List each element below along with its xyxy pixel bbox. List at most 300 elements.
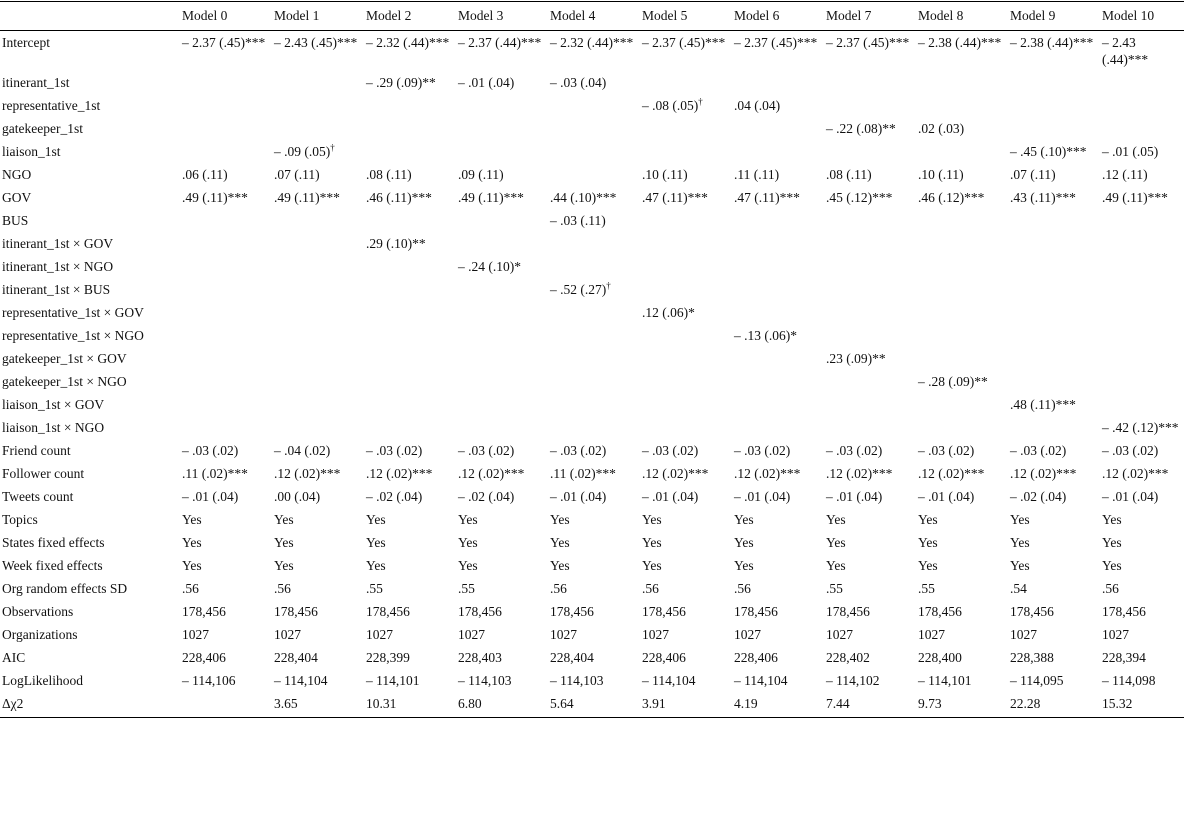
table-cell <box>366 94 458 117</box>
table-cell <box>734 71 826 94</box>
table-cell: – 2.37 (.44)*** <box>458 35 542 50</box>
table-cell: 178,456 <box>1102 604 1146 619</box>
table-cell: .49 (.11)*** <box>274 190 340 205</box>
table-cell: .55 <box>366 581 383 596</box>
table-cell: 228,388 <box>1010 650 1054 665</box>
table-cell: .10 (.11) <box>918 167 964 182</box>
row-label: itinerant_1st × BUS <box>2 282 111 297</box>
table-cell <box>1010 416 1102 439</box>
table-cell: 228,406 <box>182 650 226 665</box>
row-label: liaison_1st × NGO <box>2 420 105 435</box>
table-row <box>0 209 1184 232</box>
row-label: itinerant_1st × NGO <box>2 259 114 274</box>
table-cell: Yes <box>550 535 570 550</box>
table-cell <box>918 255 1010 278</box>
table-cell <box>1010 278 1102 301</box>
header-corner <box>0 2 182 31</box>
table-row <box>0 301 1184 324</box>
table-cell: – 114,101 <box>918 673 972 688</box>
table-cell: Yes <box>458 558 478 573</box>
table-cell <box>642 347 734 370</box>
table-cell: .08 (.11) <box>826 167 872 182</box>
row-label: Δχ2 <box>0 692 182 718</box>
table-cell <box>550 232 642 255</box>
table-cell: 7.44 <box>826 692 918 718</box>
table-row <box>0 347 1184 370</box>
table-cell: 178,456 <box>734 604 778 619</box>
table-cell: Yes <box>1102 512 1122 527</box>
table-cell: – .03 (.02) <box>458 443 515 458</box>
table-row <box>0 94 1184 117</box>
row-label: BUS <box>2 213 29 228</box>
row-label: States fixed effects <box>2 535 105 550</box>
table-cell <box>550 347 642 370</box>
table-cell: – 114,104 <box>642 673 696 688</box>
table-cell <box>550 94 642 117</box>
table-row <box>0 31 1184 72</box>
table-cell: .56 <box>1102 581 1119 596</box>
table-cell: .56 <box>182 581 199 596</box>
table-row <box>0 232 1184 255</box>
table-cell: .49 (.11)*** <box>1102 190 1168 205</box>
table-cell <box>1102 347 1184 370</box>
table-cell: – 114,104 <box>734 673 788 688</box>
table-cell: .56 <box>734 581 751 596</box>
table-cell: – .52 (.27)† <box>550 280 611 297</box>
table-row <box>0 278 1184 301</box>
table-cell <box>642 117 734 140</box>
table-cell <box>1010 301 1102 324</box>
table-cell: – 2.37 (.45)*** <box>734 35 818 50</box>
table-cell <box>366 117 458 140</box>
table-cell <box>734 117 826 140</box>
table-cell: 178,456 <box>274 604 318 619</box>
table-cell <box>734 416 826 439</box>
table-cell <box>918 324 1010 347</box>
table-cell: Yes <box>826 535 846 550</box>
table-cell <box>734 140 826 163</box>
table-cell <box>826 416 918 439</box>
table-row <box>0 324 1184 347</box>
table-cell <box>458 209 550 232</box>
table-cell: .08 (.11) <box>366 167 412 182</box>
table-row <box>0 508 1184 531</box>
table-cell: Yes <box>366 535 386 550</box>
table-cell <box>182 416 274 439</box>
table-cell: 228,404 <box>550 650 594 665</box>
table-cell: – .03 (.04) <box>550 75 607 90</box>
table-cell <box>826 232 918 255</box>
table-cell: .56 <box>550 581 567 596</box>
table-cell: .12 (.02)*** <box>918 466 985 481</box>
table-cell: .12 (.02)*** <box>274 466 341 481</box>
table-cell: 178,456 <box>366 604 410 619</box>
table-cell: – 2.38 (.44)*** <box>1010 35 1094 50</box>
table-cell <box>1102 370 1184 393</box>
table-row <box>0 646 1184 669</box>
row-label: Org random effects SD <box>2 581 128 596</box>
table-cell <box>826 71 918 94</box>
table-cell <box>918 301 1010 324</box>
table-cell <box>458 324 550 347</box>
table-cell: – .13 (.06)* <box>734 328 797 343</box>
table-cell <box>1102 94 1184 117</box>
table-cell: – .01 (.04) <box>1102 489 1159 504</box>
table-cell: .11 (.11) <box>734 167 780 182</box>
table-cell <box>918 347 1010 370</box>
table-cell: .12 (.02)*** <box>1102 466 1169 481</box>
table-row <box>0 140 1184 163</box>
table-cell: .10 (.11) <box>642 167 688 182</box>
table-cell: .02 (.03) <box>918 121 965 136</box>
table-cell <box>182 347 274 370</box>
table-cell <box>826 278 918 301</box>
table-cell: Yes <box>918 512 938 527</box>
table-cell: – 114,102 <box>826 673 880 688</box>
table-cell: .12 (.02)*** <box>458 466 525 481</box>
table-cell <box>1102 209 1184 232</box>
table-cell: 9.73 <box>918 692 1010 718</box>
row-label: liaison_1st × GOV <box>2 397 105 412</box>
table-cell <box>1010 94 1102 117</box>
table-cell: Yes <box>366 512 386 527</box>
table-cell: – 2.43 (.45)*** <box>274 35 358 50</box>
table-cell <box>826 140 918 163</box>
row-label: Follower count <box>2 466 85 481</box>
table-cell <box>182 324 274 347</box>
table-cell <box>1102 71 1184 94</box>
table-cell <box>1010 232 1102 255</box>
table-cell: 15.32 <box>1102 692 1184 718</box>
table-cell <box>826 324 918 347</box>
table-cell: .48 (.11)*** <box>1010 397 1076 412</box>
table-cell <box>182 370 274 393</box>
table-row <box>0 577 1184 600</box>
table-cell: Yes <box>182 558 202 573</box>
table-cell: .00 (.04) <box>274 489 321 504</box>
table-cell: Yes <box>1102 558 1122 573</box>
table-cell: Yes <box>1010 512 1030 527</box>
table-cell: – .03 (.02) <box>182 443 239 458</box>
table-cell <box>458 94 550 117</box>
table-cell: Yes <box>734 535 754 550</box>
table-cell <box>734 370 826 393</box>
table-cell <box>366 278 458 301</box>
table-row <box>0 669 1184 692</box>
table-cell <box>274 94 366 117</box>
table-cell <box>826 209 918 232</box>
table-cell <box>182 117 274 140</box>
table-cell: 178,456 <box>182 604 226 619</box>
table-cell: 1027 <box>1102 627 1129 642</box>
table-cell: Yes <box>918 558 938 573</box>
table-cell <box>182 393 274 416</box>
table-cell <box>274 324 366 347</box>
table-cell <box>458 370 550 393</box>
table-cell <box>734 232 826 255</box>
table-cell: 1027 <box>182 627 209 642</box>
table-cell: .43 (.11)*** <box>1010 190 1076 205</box>
table-cell: .56 <box>274 581 291 596</box>
table-cell <box>734 209 826 232</box>
table-cell <box>366 370 458 393</box>
table-cell: 1027 <box>1010 627 1037 642</box>
table-cell: Yes <box>642 535 662 550</box>
table-cell: – 114,103 <box>458 673 512 688</box>
table-cell <box>642 370 734 393</box>
row-label: representative_1st <box>2 98 101 113</box>
table-cell <box>274 278 366 301</box>
table-cell <box>182 94 274 117</box>
table-cell: – 2.32 (.44)*** <box>366 35 450 50</box>
table-cell: 4.19 <box>734 692 826 718</box>
table-cell: Yes <box>458 512 478 527</box>
table-cell: .29 (.10)** <box>366 236 426 251</box>
table-cell <box>458 416 550 439</box>
table-cell: – .04 (.02) <box>274 443 331 458</box>
table-cell <box>1010 347 1102 370</box>
column-header-model-6: Model 6 <box>734 2 826 31</box>
table-cell: 3.65 <box>274 692 366 718</box>
table-cell: – .03 (.02) <box>918 443 975 458</box>
table-cell <box>642 255 734 278</box>
table-cell <box>550 370 642 393</box>
row-label: GOV <box>2 190 32 205</box>
table-cell: .12 (.02)*** <box>1010 466 1077 481</box>
table-cell <box>642 278 734 301</box>
table-cell <box>366 140 458 163</box>
table-cell <box>550 163 642 186</box>
table-cell <box>642 140 734 163</box>
column-header-model-9: Model 9 <box>1010 2 1102 31</box>
table-cell: – .01 (.04) <box>918 489 975 504</box>
table-cell: – 2.37 (.45)*** <box>642 35 726 50</box>
table-cell <box>1010 370 1102 393</box>
table-row <box>0 416 1184 439</box>
table-cell <box>1102 393 1184 416</box>
table-cell <box>918 393 1010 416</box>
table-cell <box>1010 255 1102 278</box>
table-cell <box>1102 301 1184 324</box>
table-cell: – .28 (.09)** <box>918 374 988 389</box>
table-cell <box>550 255 642 278</box>
table-cell: – 114,101 <box>366 673 420 688</box>
table-cell: Yes <box>1010 558 1030 573</box>
table-cell <box>1102 117 1184 140</box>
table-cell <box>458 117 550 140</box>
table-cell: – .03 (.02) <box>1102 443 1159 458</box>
table-row <box>0 623 1184 646</box>
table-cell: – .01 (.04) <box>182 489 239 504</box>
table-cell: 228,403 <box>458 650 502 665</box>
table-row <box>0 117 1184 140</box>
table-row <box>0 255 1184 278</box>
table-cell: 178,456 <box>826 604 870 619</box>
row-label: gatekeeper_1st <box>2 121 83 136</box>
table-cell: – .01 (.05) <box>1102 144 1159 159</box>
table-cell: 228,400 <box>918 650 962 665</box>
table-cell: – 2.32 (.44)*** <box>550 35 634 50</box>
table-cell: .47 (.11)*** <box>642 190 708 205</box>
table-row <box>0 370 1184 393</box>
table-cell: 228,394 <box>1102 650 1146 665</box>
table-cell <box>1102 232 1184 255</box>
table-cell <box>642 324 734 347</box>
table-cell: Yes <box>182 512 202 527</box>
table-cell: – .08 (.05)† <box>642 96 703 113</box>
table-cell: – .01 (.04) <box>642 489 699 504</box>
table-cell: – .03 (.02) <box>642 443 699 458</box>
table-cell: .11 (.02)*** <box>182 466 248 481</box>
row-label: AIC <box>2 650 26 665</box>
table-cell <box>458 278 550 301</box>
table-cell: 178,456 <box>642 604 686 619</box>
table-cell <box>550 140 642 163</box>
table-cell <box>182 71 274 94</box>
table-cell <box>182 209 274 232</box>
column-header-model-2: Model 2 <box>366 2 458 31</box>
row-label: Friend count <box>2 443 71 458</box>
table-cell: Yes <box>458 535 478 550</box>
table-cell: 6.80 <box>458 692 550 718</box>
table-cell: – 114,095 <box>1010 673 1064 688</box>
table-cell: 228,404 <box>274 650 318 665</box>
table-cell: Yes <box>274 512 294 527</box>
table-cell <box>274 347 366 370</box>
table-cell <box>1102 255 1184 278</box>
table-row <box>0 531 1184 554</box>
row-label: itinerant_1st × GOV <box>2 236 114 251</box>
table-cell: – 114,103 <box>550 673 604 688</box>
table-cell: Yes <box>274 535 294 550</box>
table-cell: .55 <box>918 581 935 596</box>
table-cell: .55 <box>826 581 843 596</box>
table-cell <box>366 393 458 416</box>
table-cell: 1027 <box>918 627 945 642</box>
table-cell <box>274 301 366 324</box>
table-cell <box>826 370 918 393</box>
table-cell <box>182 692 274 718</box>
table-row <box>0 439 1184 462</box>
table-row <box>0 600 1184 623</box>
table-row <box>0 163 1184 186</box>
table-cell: 228,406 <box>734 650 778 665</box>
table-cell <box>1010 209 1102 232</box>
row-label: representative_1st × GOV <box>2 305 144 320</box>
table-cell: – .03 (.02) <box>550 443 607 458</box>
table-cell: – .02 (.04) <box>1010 489 1067 504</box>
table-cell: Yes <box>918 535 938 550</box>
table-row <box>0 554 1184 577</box>
row-label: Week fixed effects <box>2 558 103 573</box>
table-cell <box>366 347 458 370</box>
table-cell: – 2.37 (.45)*** <box>826 35 910 50</box>
table-cell <box>550 301 642 324</box>
table-cell: Yes <box>1102 535 1122 550</box>
column-header-model-8: Model 8 <box>918 2 1010 31</box>
table-cell <box>826 301 918 324</box>
table-cell: .06 (.11) <box>182 167 228 182</box>
table-cell: 178,456 <box>1010 604 1054 619</box>
table-cell <box>918 278 1010 301</box>
column-header-model-4: Model 4 <box>550 2 642 31</box>
column-header-model-10: Model 10 <box>1102 2 1184 31</box>
table-cell: 1027 <box>826 627 853 642</box>
table-row <box>0 485 1184 508</box>
table-cell <box>642 232 734 255</box>
table-cell <box>1010 324 1102 347</box>
row-label: Organizations <box>2 627 78 642</box>
table-cell: – 2.37 (.45)*** <box>182 35 266 50</box>
table-cell <box>274 416 366 439</box>
table-cell: .45 (.12)*** <box>826 190 893 205</box>
table-cell: – .45 (.10)*** <box>1010 144 1087 159</box>
table-cell: 228,406 <box>642 650 686 665</box>
table-cell: .44 (.10)*** <box>550 190 617 205</box>
table-cell: .23 (.09)** <box>826 351 886 366</box>
table-cell: 1027 <box>642 627 669 642</box>
table-cell: .46 (.12)*** <box>918 190 985 205</box>
table-cell: – 2.38 (.44)*** <box>918 35 1002 50</box>
table-cell: .49 (.11)*** <box>182 190 248 205</box>
table-cell <box>274 393 366 416</box>
table-cell: Yes <box>550 558 570 573</box>
column-header-model-7: Model 7 <box>826 2 918 31</box>
table-cell: .12 (.06)* <box>642 305 695 320</box>
table-cell: – 114,106 <box>182 673 236 688</box>
table-cell <box>826 94 918 117</box>
row-label: Topics <box>2 512 38 527</box>
table-cell: .49 (.11)*** <box>458 190 524 205</box>
table-cell <box>918 94 1010 117</box>
row-label: LogLikelihood <box>2 673 83 688</box>
table-cell: 1027 <box>734 627 761 642</box>
table-cell: 228,399 <box>366 650 410 665</box>
table-cell <box>182 278 274 301</box>
table-cell <box>274 71 366 94</box>
row-label: Intercept <box>2 35 50 50</box>
table-cell: 178,456 <box>458 604 502 619</box>
table-cell <box>642 71 734 94</box>
table-cell: 1027 <box>458 627 485 642</box>
table-cell <box>182 301 274 324</box>
table-cell <box>1010 117 1102 140</box>
table-cell <box>274 370 366 393</box>
table-row <box>0 462 1184 485</box>
table-cell <box>366 301 458 324</box>
table-cell <box>458 301 550 324</box>
table-cell: – .24 (.10)* <box>458 259 521 274</box>
table-cell: .54 <box>1010 581 1027 596</box>
table-cell <box>918 209 1010 232</box>
table-row <box>0 692 1184 718</box>
table-cell <box>182 255 274 278</box>
table-cell: – 114,104 <box>274 673 328 688</box>
table-cell: 178,456 <box>550 604 594 619</box>
table-cell <box>642 416 734 439</box>
table-cell: 22.28 <box>1010 692 1102 718</box>
table-cell: – .01 (.04) <box>550 489 607 504</box>
table-cell: – .01 (.04) <box>458 75 515 90</box>
column-header-model-3: Model 3 <box>458 2 550 31</box>
table-cell: – .01 (.04) <box>826 489 883 504</box>
table-cell: 1027 <box>366 627 393 642</box>
column-header-model-1: Model 1 <box>274 2 366 31</box>
table-cell <box>734 393 826 416</box>
table-cell <box>274 232 366 255</box>
row-label: itinerant_1st <box>2 75 70 90</box>
row-label: liaison_1st <box>2 144 61 159</box>
